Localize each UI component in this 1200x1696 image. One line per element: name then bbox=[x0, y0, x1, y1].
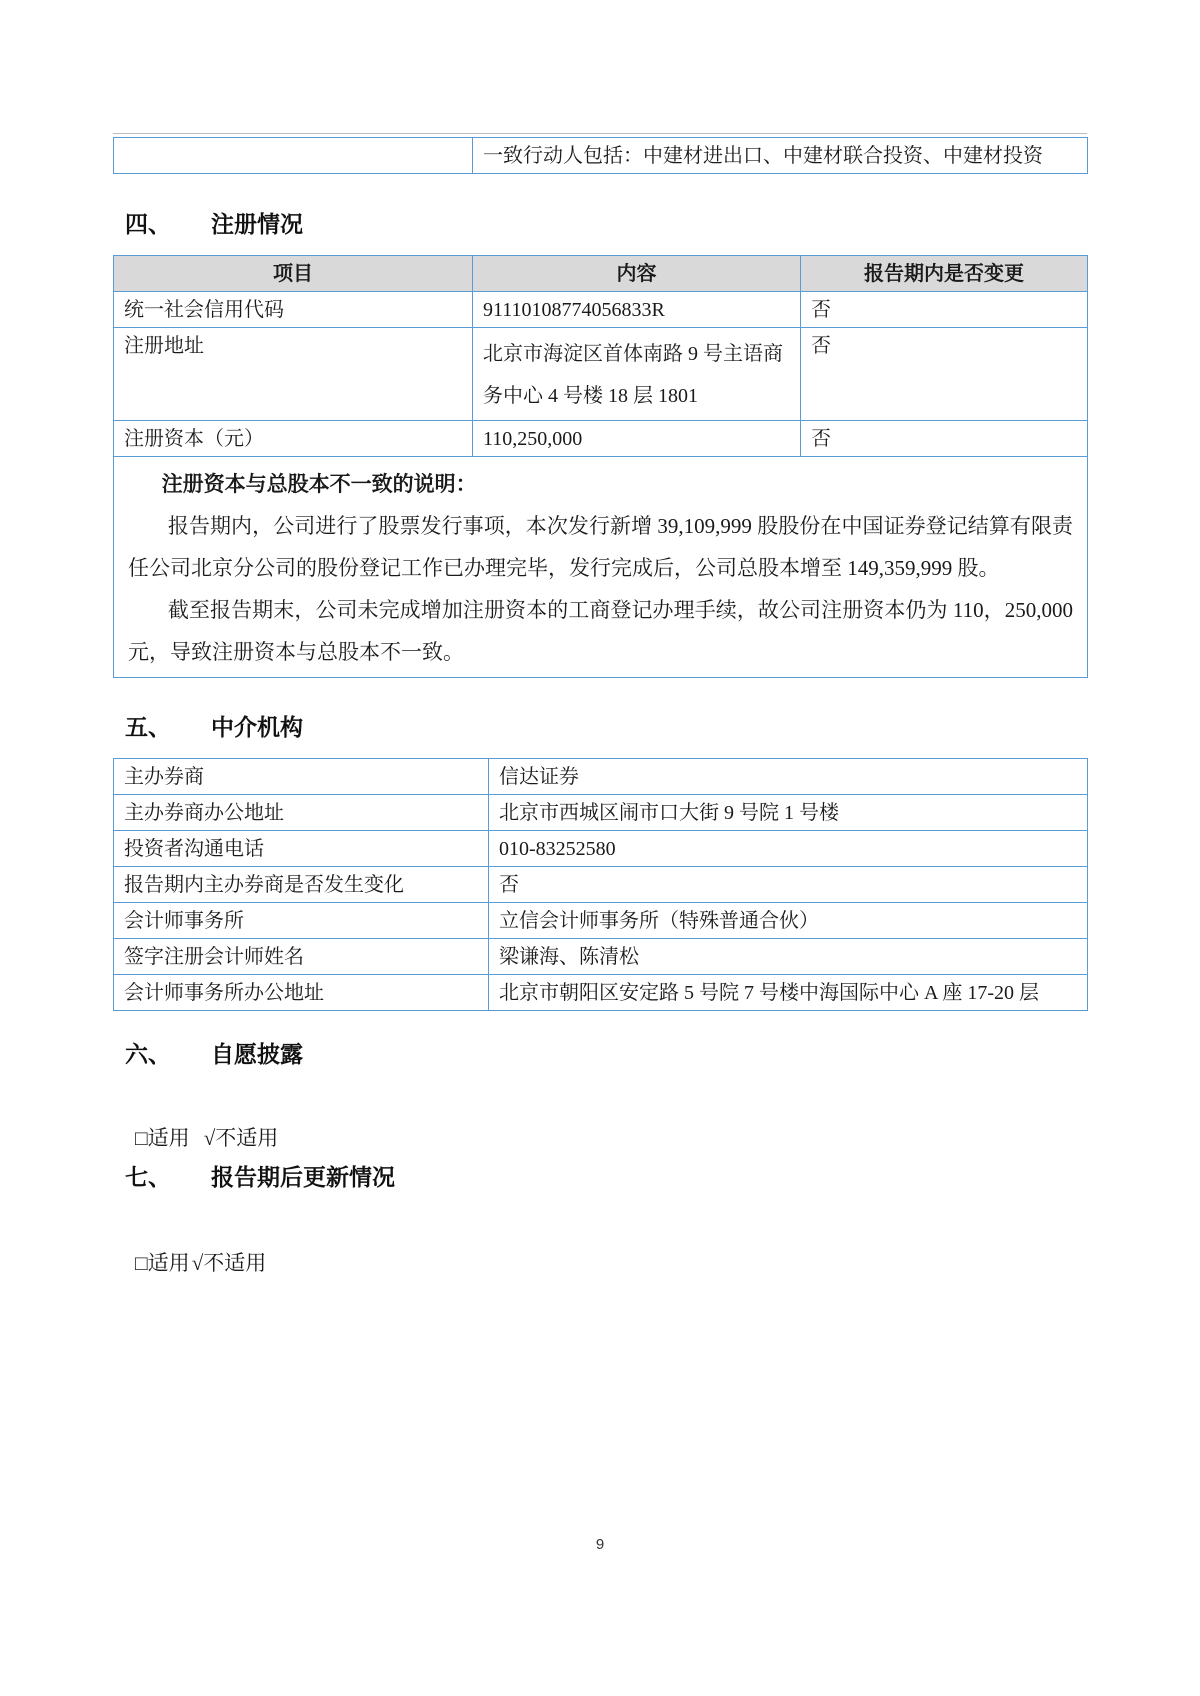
note-paragraph: 截至报告期末，公司未完成增加注册资本的工商登记办理手续，故公司注册资本仍为 110，250,000 元，导致注册资本与总股本不一致。 bbox=[128, 598, 1073, 664]
row-label: 注册地址 bbox=[114, 328, 473, 421]
section-heading-intermediaries bbox=[125, 709, 303, 742]
applicability-line bbox=[114, 1222, 266, 1302]
row-value: 010-83252580 bbox=[489, 831, 1088, 867]
section-title: 中介机构 bbox=[211, 714, 303, 740]
section-number: 六、 bbox=[125, 1041, 171, 1067]
column-header-item: 项目 bbox=[114, 256, 473, 292]
table-note-row bbox=[114, 457, 1088, 678]
table-row bbox=[114, 939, 1088, 975]
row-label: 会计师事务所办公地址 bbox=[114, 975, 489, 1011]
table-row bbox=[114, 328, 1088, 421]
row-changed: 否 bbox=[801, 421, 1088, 457]
carryover-text-cell: 一致行动人包括：中建材进出口、中建材联合投资、中建材投资 bbox=[473, 138, 1088, 174]
section-number: 四、 bbox=[125, 211, 171, 237]
table-row bbox=[114, 292, 1088, 328]
row-value: 91110108774056833R bbox=[473, 292, 801, 328]
section-heading-voluntary-disclosure bbox=[125, 1036, 303, 1069]
row-changed: 否 bbox=[801, 328, 1088, 421]
table-row bbox=[114, 138, 1088, 174]
table-row bbox=[114, 867, 1088, 903]
column-header-content: 内容 bbox=[473, 256, 801, 292]
column-header-changed: 报告期内是否变更 bbox=[801, 256, 1088, 292]
row-label: 签字注册会计师姓名 bbox=[114, 939, 489, 975]
row-label: 会计师事务所 bbox=[114, 903, 489, 939]
row-label: 主办券商 bbox=[114, 759, 489, 795]
table-header-row bbox=[114, 256, 1088, 292]
note-cell bbox=[114, 457, 1088, 678]
row-label: 统一社会信用代码 bbox=[114, 292, 473, 328]
carryover-empty-cell bbox=[114, 138, 473, 174]
note-title: 注册资本与总股本不一致的说明： bbox=[161, 472, 477, 496]
checkbox-applicable: □适用 bbox=[135, 1251, 190, 1275]
section-title: 注册情况 bbox=[211, 211, 303, 237]
row-value: 梁谦海、陈清松 bbox=[489, 939, 1088, 975]
row-value: 北京市朝阳区安定路 5 号院 7 号楼中海国际中心 A 座 17-20 层 bbox=[489, 975, 1088, 1011]
table-row bbox=[114, 421, 1088, 457]
table-row bbox=[114, 795, 1088, 831]
row-value: 北京市海淀区首体南路 9 号主语商务中心 4 号楼 18 层 1801 bbox=[473, 328, 801, 421]
row-label: 报告期内主办券商是否发生变化 bbox=[114, 867, 489, 903]
table-row bbox=[114, 975, 1088, 1011]
row-value: 立信会计师事务所（特殊普通合伙） bbox=[489, 903, 1088, 939]
row-label: 投资者沟通电话 bbox=[114, 831, 489, 867]
section-title: 报告期后更新情况 bbox=[211, 1164, 395, 1190]
carryover-table bbox=[113, 137, 1088, 174]
row-value: 北京市西城区闹市口大街 9 号院 1 号楼 bbox=[489, 795, 1088, 831]
table-continuation-rule bbox=[113, 133, 1087, 134]
note-paragraph: 报告期内，公司进行了股票发行事项，本次发行新增 39,109,999 股股份在中国证券登记结算有限责任公司北京分公司的股份登记工作已办理完毕，发行完成后，公司总股本增至 149,359,999 股。 bbox=[128, 514, 1073, 580]
row-changed: 否 bbox=[801, 292, 1088, 328]
section-heading-post-period-updates bbox=[125, 1159, 395, 1192]
section-number: 五、 bbox=[125, 714, 171, 740]
intermediary-table bbox=[113, 758, 1088, 1011]
checkbox-applicable: □适用 bbox=[135, 1126, 190, 1150]
table-row bbox=[114, 903, 1088, 939]
table-row bbox=[114, 831, 1088, 867]
section-title: 自愿披露 bbox=[211, 1041, 303, 1067]
row-label: 注册资本（元） bbox=[114, 421, 473, 457]
check-not-applicable: √不适用 bbox=[191, 1251, 267, 1275]
row-label: 主办券商办公地址 bbox=[114, 795, 489, 831]
section-number: 七、 bbox=[125, 1164, 171, 1190]
row-value: 否 bbox=[489, 867, 1088, 903]
check-not-applicable: √不适用 bbox=[203, 1126, 279, 1150]
row-value: 信达证券 bbox=[489, 759, 1088, 795]
page-number: 9 bbox=[595, 1536, 605, 1553]
row-value: 110,250,000 bbox=[473, 421, 801, 457]
registration-table bbox=[113, 255, 1088, 678]
table-row bbox=[114, 759, 1088, 795]
section-heading-registration bbox=[125, 206, 303, 239]
